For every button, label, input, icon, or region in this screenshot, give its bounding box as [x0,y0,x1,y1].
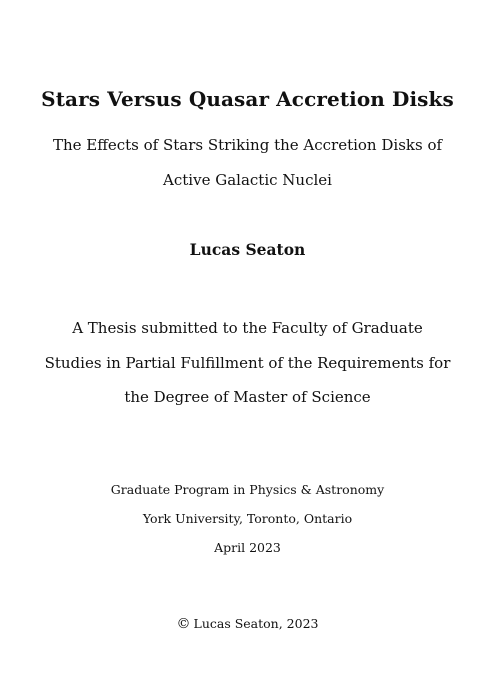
thesis-statement-line-3: the Degree of Master of Science [124,388,371,406]
graduate-program: Graduate Program in Physics & Astronomy [110,482,385,497]
thesis-title: Stars Versus Quasar Accretion Disks [41,87,454,111]
copyright-notice [0,617,495,631]
copyright-text: Lucas Seaton, 2023 [193,616,319,631]
submission-date: April 2023 [214,540,281,555]
copyright-icon: © [176,616,191,632]
subtitle-line-2: Active Galactic Nuclei [163,171,332,189]
author-name: Lucas Seaton [189,240,306,259]
university-location: York University, Toronto, Ontario [142,511,353,526]
thesis-statement-line-1: A Thesis submitted to the Faculty of Graduate [72,319,423,337]
subtitle-line-1: The Effects of Stars Striking the Accretion Disks of [52,136,443,154]
thesis-statement-line-2: Studies in Partial Fulfillment of the Requirements for [44,354,451,372]
